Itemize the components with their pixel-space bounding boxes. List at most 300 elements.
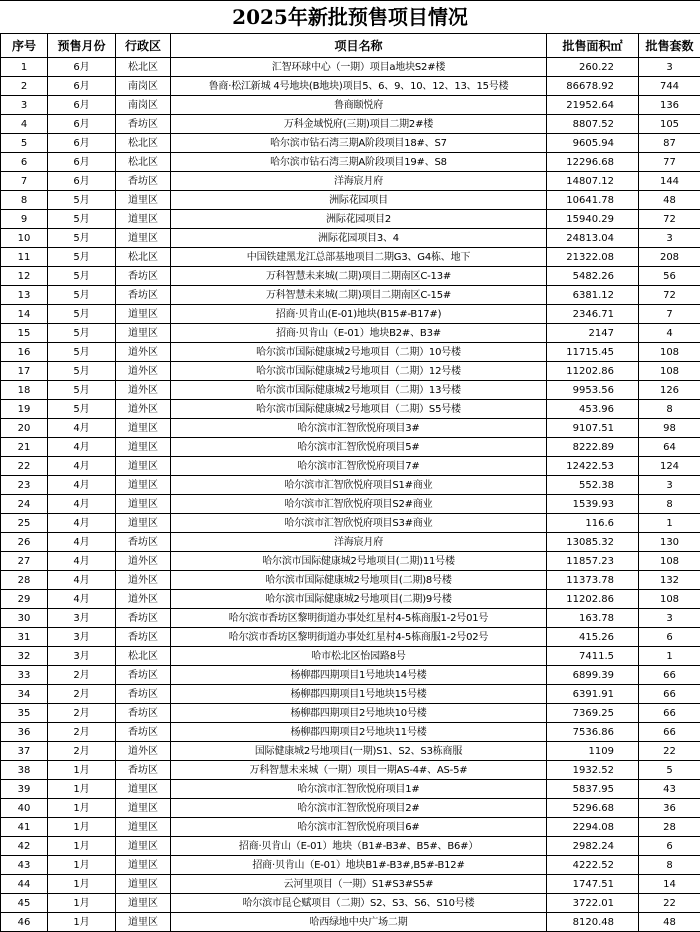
cell-units: 124 xyxy=(639,457,700,476)
cell-district: 道里区 xyxy=(116,457,171,476)
table-row xyxy=(1,571,700,590)
cell-month: 5月 xyxy=(48,286,116,305)
cell-index: 12 xyxy=(1,267,48,286)
cell-index: 32 xyxy=(1,647,48,666)
cell-area: 552.38 xyxy=(547,476,639,495)
table-row xyxy=(1,172,700,191)
cell-area: 11715.45 xyxy=(547,343,639,362)
cell-project-name: 哈尔滨市汇智欣悦府项目6# xyxy=(171,818,547,837)
cell-month: 1月 xyxy=(48,780,116,799)
cell-month: 6月 xyxy=(48,115,116,134)
cell-district: 松北区 xyxy=(116,248,171,267)
cell-units: 48 xyxy=(639,913,700,932)
header-row xyxy=(1,34,700,58)
cell-month: 1月 xyxy=(48,913,116,932)
table-row xyxy=(1,590,700,609)
cell-area: 9953.56 xyxy=(547,381,639,400)
cell-project-name: 鲁商·松江新城 4号地块(B地块)项目5、6、9、10、12、13、15号楼 xyxy=(171,77,547,96)
cell-area: 21952.64 xyxy=(547,96,639,115)
cell-units: 36 xyxy=(639,799,700,818)
cell-district: 道里区 xyxy=(116,837,171,856)
cell-area: 453.96 xyxy=(547,400,639,419)
cell-area: 15940.29 xyxy=(547,210,639,229)
table-row xyxy=(1,210,700,229)
cell-units: 6 xyxy=(639,837,700,856)
cell-units: 66 xyxy=(639,723,700,742)
table-row xyxy=(1,77,700,96)
cell-units: 22 xyxy=(639,742,700,761)
cell-district: 道外区 xyxy=(116,590,171,609)
cell-units: 87 xyxy=(639,134,700,153)
cell-district: 道外区 xyxy=(116,362,171,381)
cell-index: 20 xyxy=(1,419,48,438)
cell-units: 77 xyxy=(639,153,700,172)
cell-district: 香坊区 xyxy=(116,172,171,191)
cell-project-name: 杨柳郡四期项目1号地块14号楼 xyxy=(171,666,547,685)
cell-area: 3722.01 xyxy=(547,894,639,913)
cell-month: 4月 xyxy=(48,476,116,495)
cell-district: 道里区 xyxy=(116,780,171,799)
cell-month: 1月 xyxy=(48,761,116,780)
cell-index: 15 xyxy=(1,324,48,343)
cell-units: 48 xyxy=(639,191,700,210)
cell-project-name: 万科智慧未来城(二期)项目二期南区C-13# xyxy=(171,267,547,286)
cell-project-name: 洲际花园项目3、4 xyxy=(171,229,547,248)
table-row xyxy=(1,913,700,932)
cell-district: 香坊区 xyxy=(116,267,171,286)
cell-month: 4月 xyxy=(48,514,116,533)
cell-district: 香坊区 xyxy=(116,533,171,552)
table-row xyxy=(1,609,700,628)
cell-area: 11857.23 xyxy=(547,552,639,571)
cell-district: 道里区 xyxy=(116,210,171,229)
cell-units: 1 xyxy=(639,647,700,666)
cell-index: 4 xyxy=(1,115,48,134)
cell-district: 道外区 xyxy=(116,381,171,400)
cell-district: 香坊区 xyxy=(116,761,171,780)
cell-units: 108 xyxy=(639,590,700,609)
cell-month: 6月 xyxy=(48,172,116,191)
cell-project-name: 国际健康城2号地项目(一期)S1、S2、S3栋商服 xyxy=(171,742,547,761)
cell-units: 208 xyxy=(639,248,700,267)
cell-month: 4月 xyxy=(48,571,116,590)
header-index: 序号 xyxy=(1,34,48,58)
cell-area: 12422.53 xyxy=(547,457,639,476)
cell-project-name: 鲁商颐悦府 xyxy=(171,96,547,115)
cell-district: 松北区 xyxy=(116,58,171,77)
cell-month: 5月 xyxy=(48,400,116,419)
cell-units: 66 xyxy=(639,704,700,723)
table-row xyxy=(1,343,700,362)
cell-area: 13085.32 xyxy=(547,533,639,552)
cell-month: 3月 xyxy=(48,647,116,666)
page-title: 2025年新批预售项目情况 xyxy=(0,0,700,33)
cell-district: 道里区 xyxy=(116,856,171,875)
header-month: 预售月份 xyxy=(48,34,116,58)
cell-month: 5月 xyxy=(48,381,116,400)
cell-project-name: 哈尔滨市汇智欣悦府项目S1#商业 xyxy=(171,476,547,495)
table-row xyxy=(1,875,700,894)
cell-area: 2982.24 xyxy=(547,837,639,856)
table-row xyxy=(1,362,700,381)
table-row xyxy=(1,837,700,856)
cell-district: 道外区 xyxy=(116,742,171,761)
cell-project-name: 汇智环球中心（一期）项目a地块S2#楼 xyxy=(171,58,547,77)
cell-project-name: 哈尔滨市国际健康城2号地项目（二期）12号楼 xyxy=(171,362,547,381)
cell-project-name: 洲际花园项目2 xyxy=(171,210,547,229)
cell-month: 4月 xyxy=(48,495,116,514)
cell-district: 道里区 xyxy=(116,514,171,533)
cell-units: 6 xyxy=(639,628,700,647)
cell-month: 4月 xyxy=(48,438,116,457)
cell-district: 道里区 xyxy=(116,419,171,438)
cell-district: 道外区 xyxy=(116,400,171,419)
cell-project-name: 杨柳郡四期项目2号地块11号楼 xyxy=(171,723,547,742)
cell-index: 46 xyxy=(1,913,48,932)
cell-units: 98 xyxy=(639,419,700,438)
table-row xyxy=(1,324,700,343)
table-row xyxy=(1,685,700,704)
cell-district: 香坊区 xyxy=(116,115,171,134)
cell-district: 道外区 xyxy=(116,343,171,362)
cell-area: 2346.71 xyxy=(547,305,639,324)
cell-area: 260.22 xyxy=(547,58,639,77)
cell-units: 43 xyxy=(639,780,700,799)
cell-district: 香坊区 xyxy=(116,609,171,628)
cell-project-name: 招商·贝肯山（E-01）地块（B1#-B3#、B5#、B6#） xyxy=(171,837,547,856)
cell-month: 5月 xyxy=(48,324,116,343)
cell-index: 28 xyxy=(1,571,48,590)
cell-index: 1 xyxy=(1,58,48,77)
cell-project-name: 哈尔滨市国际健康城2号地项目（二期）10号楼 xyxy=(171,343,547,362)
table-row xyxy=(1,647,700,666)
cell-district: 南岗区 xyxy=(116,96,171,115)
cell-district: 道里区 xyxy=(116,818,171,837)
cell-area: 5296.68 xyxy=(547,799,639,818)
cell-project-name: 哈尔滨市国际健康城2号地项目（二期）S5号楼 xyxy=(171,400,547,419)
cell-index: 3 xyxy=(1,96,48,115)
cell-month: 5月 xyxy=(48,210,116,229)
table-body xyxy=(1,58,700,932)
cell-units: 144 xyxy=(639,172,700,191)
header-units: 批售套数 xyxy=(639,34,700,58)
cell-area: 7536.86 xyxy=(547,723,639,742)
cell-area: 2147 xyxy=(547,324,639,343)
table-row xyxy=(1,514,700,533)
cell-month: 1月 xyxy=(48,799,116,818)
cell-month: 5月 xyxy=(48,267,116,286)
cell-district: 道里区 xyxy=(116,875,171,894)
table-row xyxy=(1,780,700,799)
cell-index: 19 xyxy=(1,400,48,419)
cell-index: 23 xyxy=(1,476,48,495)
cell-area: 24813.04 xyxy=(547,229,639,248)
cell-units: 22 xyxy=(639,894,700,913)
table-row xyxy=(1,856,700,875)
presale-table xyxy=(0,33,700,932)
cell-index: 17 xyxy=(1,362,48,381)
cell-index: 10 xyxy=(1,229,48,248)
cell-units: 72 xyxy=(639,286,700,305)
cell-district: 南岗区 xyxy=(116,77,171,96)
cell-district: 道里区 xyxy=(116,495,171,514)
cell-area: 8120.48 xyxy=(547,913,639,932)
table-row xyxy=(1,153,700,172)
cell-project-name: 哈尔滨市国际健康城2号地项目（二期）13号楼 xyxy=(171,381,547,400)
cell-project-name: 哈尔滨市钻石湾三期A阶段项目18#、S7 xyxy=(171,134,547,153)
cell-index: 6 xyxy=(1,153,48,172)
cell-area: 1747.51 xyxy=(547,875,639,894)
cell-index: 25 xyxy=(1,514,48,533)
cell-area: 2294.08 xyxy=(547,818,639,837)
cell-index: 31 xyxy=(1,628,48,647)
cell-district: 香坊区 xyxy=(116,286,171,305)
cell-month: 2月 xyxy=(48,742,116,761)
cell-project-name: 哈尔滨市香坊区黎明街道办事处红星村4-5栋商服1-2号01号 xyxy=(171,609,547,628)
cell-month: 1月 xyxy=(48,894,116,913)
cell-area: 7369.25 xyxy=(547,704,639,723)
cell-month: 4月 xyxy=(48,552,116,571)
table-row xyxy=(1,96,700,115)
table-row xyxy=(1,248,700,267)
cell-area: 1109 xyxy=(547,742,639,761)
cell-units: 744 xyxy=(639,77,700,96)
cell-area: 1539.93 xyxy=(547,495,639,514)
cell-district: 松北区 xyxy=(116,134,171,153)
cell-units: 3 xyxy=(639,609,700,628)
cell-units: 72 xyxy=(639,210,700,229)
cell-index: 33 xyxy=(1,666,48,685)
cell-area: 21322.08 xyxy=(547,248,639,267)
cell-month: 1月 xyxy=(48,837,116,856)
cell-district: 香坊区 xyxy=(116,723,171,742)
cell-area: 9605.94 xyxy=(547,134,639,153)
cell-month: 5月 xyxy=(48,343,116,362)
cell-index: 39 xyxy=(1,780,48,799)
cell-units: 5 xyxy=(639,761,700,780)
cell-index: 44 xyxy=(1,875,48,894)
cell-index: 26 xyxy=(1,533,48,552)
table-row xyxy=(1,533,700,552)
cell-project-name: 招商·贝肯山(E-01)地块(B15#-B17#) xyxy=(171,305,547,324)
cell-index: 35 xyxy=(1,704,48,723)
cell-index: 13 xyxy=(1,286,48,305)
cell-project-name: 万科智慧未来城（一期）项目一期AS-4#、AS-5# xyxy=(171,761,547,780)
cell-units: 1 xyxy=(639,514,700,533)
cell-index: 43 xyxy=(1,856,48,875)
cell-project-name: 洋海宸月府 xyxy=(171,533,547,552)
table-row xyxy=(1,704,700,723)
cell-month: 1月 xyxy=(48,856,116,875)
cell-project-name: 万科金域悦府(三期)项目二期2#楼 xyxy=(171,115,547,134)
table-row xyxy=(1,419,700,438)
table-row xyxy=(1,400,700,419)
cell-area: 11202.86 xyxy=(547,362,639,381)
cell-area: 11373.78 xyxy=(547,571,639,590)
header-area: 批售面积㎡ xyxy=(547,34,639,58)
cell-units: 108 xyxy=(639,362,700,381)
cell-area: 9107.51 xyxy=(547,419,639,438)
table-row xyxy=(1,58,700,77)
cell-project-name: 招商·贝肯山（E-01）地块B2#、B3# xyxy=(171,324,547,343)
header-district: 行政区 xyxy=(116,34,171,58)
cell-district: 香坊区 xyxy=(116,704,171,723)
cell-month: 3月 xyxy=(48,609,116,628)
cell-units: 7 xyxy=(639,305,700,324)
cell-month: 5月 xyxy=(48,362,116,381)
table-row xyxy=(1,381,700,400)
cell-area: 12296.68 xyxy=(547,153,639,172)
cell-index: 41 xyxy=(1,818,48,837)
cell-district: 松北区 xyxy=(116,153,171,172)
cell-index: 42 xyxy=(1,837,48,856)
table-row xyxy=(1,134,700,153)
cell-district: 道外区 xyxy=(116,571,171,590)
cell-index: 11 xyxy=(1,248,48,267)
cell-project-name: 招商·贝肯山（E-01）地块B1#-B3#,B5#-B12# xyxy=(171,856,547,875)
cell-project-name: 杨柳郡四期项目2号地块10号楼 xyxy=(171,704,547,723)
cell-units: 4 xyxy=(639,324,700,343)
cell-units: 136 xyxy=(639,96,700,115)
cell-month: 2月 xyxy=(48,666,116,685)
cell-project-name: 洋海宸月府 xyxy=(171,172,547,191)
cell-month: 2月 xyxy=(48,723,116,742)
cell-district: 道里区 xyxy=(116,476,171,495)
cell-month: 6月 xyxy=(48,153,116,172)
cell-district: 道里区 xyxy=(116,438,171,457)
cell-month: 5月 xyxy=(48,229,116,248)
cell-index: 27 xyxy=(1,552,48,571)
cell-index: 38 xyxy=(1,761,48,780)
cell-units: 3 xyxy=(639,476,700,495)
cell-project-name: 哈尔滨市汇智欣悦府项目2# xyxy=(171,799,547,818)
cell-units: 130 xyxy=(639,533,700,552)
cell-units: 132 xyxy=(639,571,700,590)
cell-units: 14 xyxy=(639,875,700,894)
cell-month: 4月 xyxy=(48,457,116,476)
cell-units: 66 xyxy=(639,685,700,704)
cell-month: 6月 xyxy=(48,134,116,153)
table-row xyxy=(1,666,700,685)
cell-units: 8 xyxy=(639,400,700,419)
cell-units: 56 xyxy=(639,267,700,286)
cell-index: 9 xyxy=(1,210,48,229)
cell-district: 香坊区 xyxy=(116,666,171,685)
cell-area: 5837.95 xyxy=(547,780,639,799)
cell-month: 3月 xyxy=(48,628,116,647)
cell-project-name: 云河里项目（一期）S1#S3#S5# xyxy=(171,875,547,894)
table-row xyxy=(1,457,700,476)
cell-units: 8 xyxy=(639,856,700,875)
table-row xyxy=(1,495,700,514)
cell-project-name: 哈西绿地中央广场二期 xyxy=(171,913,547,932)
cell-district: 道里区 xyxy=(116,305,171,324)
cell-area: 10641.78 xyxy=(547,191,639,210)
cell-area: 116.6 xyxy=(547,514,639,533)
cell-units: 108 xyxy=(639,343,700,362)
cell-project-name: 哈尔滨市汇智欣悦府项目1# xyxy=(171,780,547,799)
cell-month: 2月 xyxy=(48,685,116,704)
cell-area: 6899.39 xyxy=(547,666,639,685)
cell-area: 6381.12 xyxy=(547,286,639,305)
table-row xyxy=(1,628,700,647)
table-row xyxy=(1,742,700,761)
table-row xyxy=(1,894,700,913)
table-row xyxy=(1,818,700,837)
table-row xyxy=(1,723,700,742)
cell-month: 5月 xyxy=(48,191,116,210)
cell-units: 64 xyxy=(639,438,700,457)
cell-units: 108 xyxy=(639,552,700,571)
cell-project-name: 哈尔滨市汇智欣悦府项目3# xyxy=(171,419,547,438)
cell-index: 34 xyxy=(1,685,48,704)
cell-units: 105 xyxy=(639,115,700,134)
cell-index: 18 xyxy=(1,381,48,400)
cell-month: 1月 xyxy=(48,875,116,894)
cell-area: 7411.5 xyxy=(547,647,639,666)
cell-units: 8 xyxy=(639,495,700,514)
cell-project-name: 哈尔滨市汇智欣悦府项目S3#商业 xyxy=(171,514,547,533)
cell-district: 道里区 xyxy=(116,191,171,210)
cell-district: 道外区 xyxy=(116,552,171,571)
cell-district: 道里区 xyxy=(116,799,171,818)
cell-area: 415.26 xyxy=(547,628,639,647)
table-row xyxy=(1,286,700,305)
cell-area: 8222.89 xyxy=(547,438,639,457)
cell-month: 1月 xyxy=(48,818,116,837)
table-row xyxy=(1,115,700,134)
cell-index: 2 xyxy=(1,77,48,96)
cell-index: 45 xyxy=(1,894,48,913)
cell-area: 163.78 xyxy=(547,609,639,628)
cell-index: 24 xyxy=(1,495,48,514)
cell-project-name: 万科智慧未来城(二期)项目二期南区C-15# xyxy=(171,286,547,305)
cell-project-name: 哈尔滨市钻石湾三期A阶段项目19#、S8 xyxy=(171,153,547,172)
cell-month: 2月 xyxy=(48,704,116,723)
cell-month: 6月 xyxy=(48,77,116,96)
cell-project-name: 哈尔滨市国际健康城2号地项目(二期)9号楼 xyxy=(171,590,547,609)
cell-index: 22 xyxy=(1,457,48,476)
cell-index: 21 xyxy=(1,438,48,457)
cell-month: 4月 xyxy=(48,419,116,438)
cell-district: 香坊区 xyxy=(116,685,171,704)
header-project-name: 项目名称 xyxy=(171,34,547,58)
cell-project-name: 哈尔滨市香坊区黎明街道办事处红星村4-5栋商服1-2号02号 xyxy=(171,628,547,647)
cell-month: 6月 xyxy=(48,96,116,115)
table-row xyxy=(1,305,700,324)
cell-district: 道里区 xyxy=(116,894,171,913)
cell-index: 8 xyxy=(1,191,48,210)
cell-units: 3 xyxy=(639,58,700,77)
cell-project-name: 中国铁建黑龙江总部基地项目二期G3、G4栋、地下 xyxy=(171,248,547,267)
cell-project-name: 哈尔滨市汇智欣悦府项目5# xyxy=(171,438,547,457)
cell-area: 8807.52 xyxy=(547,115,639,134)
cell-area: 86678.92 xyxy=(547,77,639,96)
cell-month: 5月 xyxy=(48,248,116,267)
table-row xyxy=(1,761,700,780)
cell-month: 6月 xyxy=(48,58,116,77)
cell-index: 16 xyxy=(1,343,48,362)
cell-index: 36 xyxy=(1,723,48,742)
cell-units: 66 xyxy=(639,666,700,685)
table-row xyxy=(1,438,700,457)
cell-index: 37 xyxy=(1,742,48,761)
cell-district: 道里区 xyxy=(116,324,171,343)
cell-area: 14807.12 xyxy=(547,172,639,191)
cell-area: 6391.91 xyxy=(547,685,639,704)
cell-project-name: 杨柳郡四期项目1号地块15号楼 xyxy=(171,685,547,704)
table-row xyxy=(1,191,700,210)
